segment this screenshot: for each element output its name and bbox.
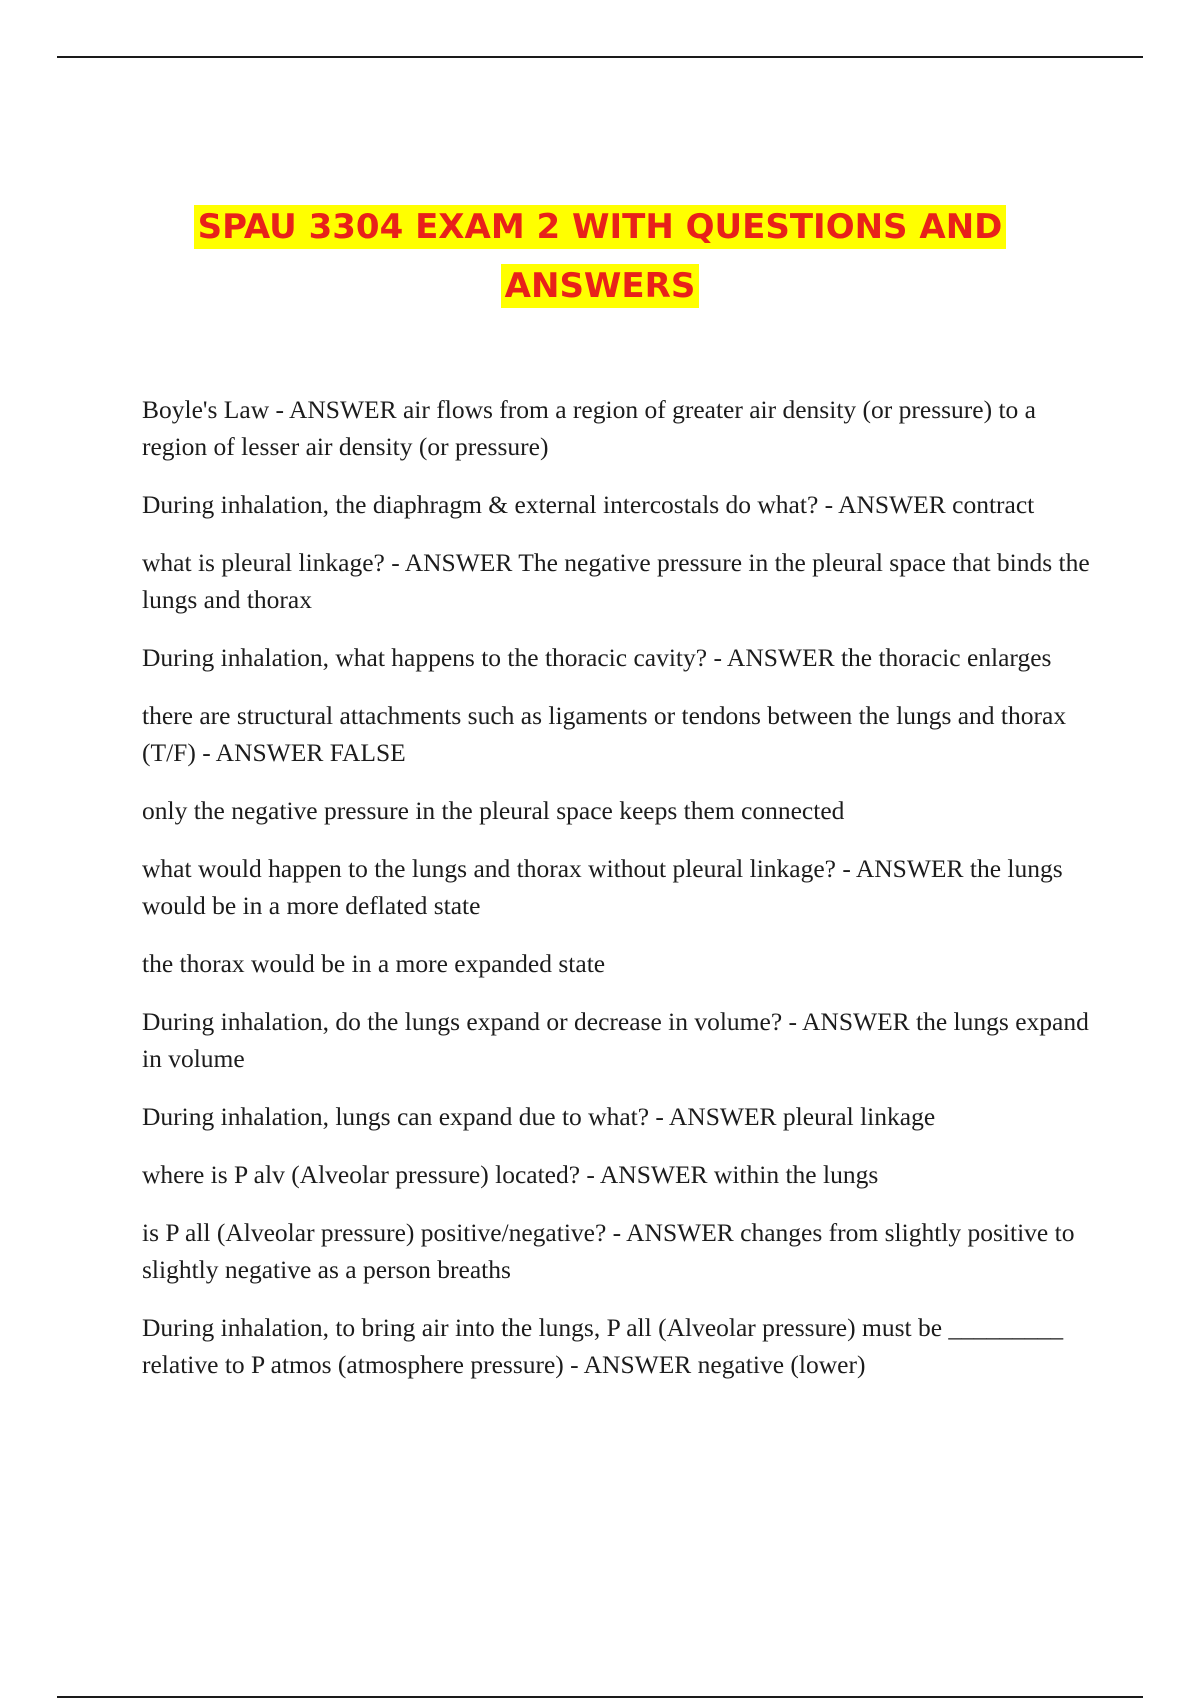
qa-entry: is P all (Alveolar pressure) positive/negative? - ANSWER changes from slightly positive to slightly negative as a person breaths [142,1218,1075,1284]
page-title [0,198,1200,316]
qa-entry: what would happen to the lungs and thorax without pleural linkage? - ANSWER the lungs would be in a more deflated state [142,854,1063,920]
qa-list [142,391,1102,1404]
qa-entry: During inhalation, to bring air into the lungs, P all (Alveolar pressure) must be _________ relative to P atmos (atmosphere pressure) - ANSWER negative (lower) [142,1313,1064,1379]
qa-entry: During inhalation, lungs can expand due to what? - ANSWER pleural linkage [142,1102,936,1131]
qa-entry: there are structural attachments such as ligaments or tendons between the lungs and thorax (T/F) - ANSWER FALSE [142,701,1067,767]
qa-entry: During inhalation, the diaphragm & external intercostals do what? - ANSWER contract [142,490,1035,519]
qa-entry: Boyle's Law - ANSWER air flows from a region of greater air density (or pressure) to a region of lesser air density (or pressure) [142,395,1036,461]
qa-entry: During inhalation, what happens to the thoracic cavity? - ANSWER the thoracic enlarges [142,643,1052,672]
bottom-rule [57,1696,1143,1698]
title-line-1: SPAU 3304 EXAM 2 WITH QUESTIONS AND [194,205,1007,249]
qa-entry: what is pleural linkage? - ANSWER The negative pressure in the pleural space that binds the lungs and thorax [142,548,1090,614]
qa-entry: During inhalation, do the lungs expand or decrease in volume? - ANSWER the lungs expand in volume [142,1007,1089,1073]
qa-entry: the thorax would be in a more expanded state [142,949,606,978]
qa-entry: only the negative pressure in the pleural space keeps them connected [142,796,845,825]
title-line-2: ANSWERS [501,264,700,308]
top-rule [57,56,1143,58]
qa-entry: where is P alv (Alveolar pressure) located? - ANSWER within the lungs [142,1160,879,1189]
